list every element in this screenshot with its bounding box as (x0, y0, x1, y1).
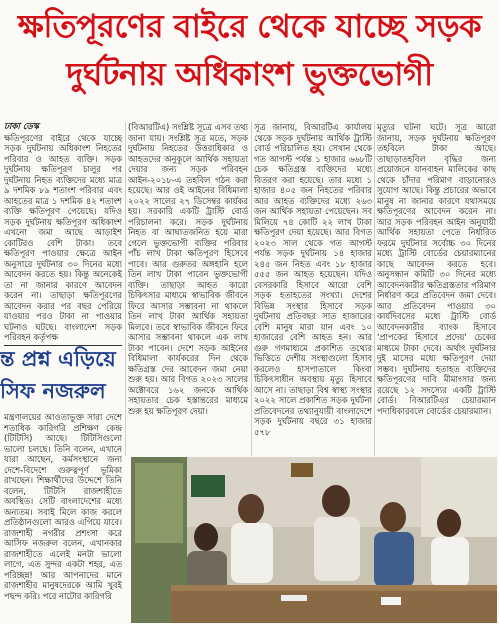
headline-line-1: ক্ষতিপূরণের বাইরে থেকে যাচ্ছে সড়ক (17, 7, 482, 45)
article-text-1: ক্ষতিপূরণের বাইরে থেকে যাচ্ছে সড়ক দুর্ঘটনায় অধিকাংশ নিহতের পরিবার ও আহত ব্যক্তি। সড়ক দুর্ঘটনায় ক্ষতিপূরণ চালুর পর দুর্ঘটনায় নিহত ব্যক্তিদের মধ্যে মাত্র ৯ দশমিক ৮৯ শতাংশ পরিবার এবং আহতের মাত্র ১ দশমিক ৪২ শতাংশ ব্যক্তি ক্ষতিপূরণ পেয়েছে। যদিও সড়ক দুর্ঘটনায় ক্ষতিপূরণ অধিকাংশ এখনো জমা আছে আড়াইশ কোটিরও বেশি টাকা। তবে ক্ষতিপূরণ পাওয়ার ক্ষেত্রে আইন অনুসারে দুর্ঘটনার ৩০ দিনের মধ্যে আবেদন করতে হয়। কিন্তু অনেকেই তা না জানার কারণে আবেদন করেন না। তাছাড়া ক্ষতিপূরণের আবেদন করার পর বছর পেরিয়ে যাওয়ার পরও টাকা না পাওয়ার ঘটনাও ঘটছে। বাংলাদেশ সড়ক পরিবহন কর্তৃপক্ষ (4, 132, 122, 342)
news-photo (131, 457, 497, 623)
meeting-photo-illustration (131, 457, 497, 623)
article-column-2 (128, 122, 248, 456)
dateline: ঢাকা ডেস্ক (4, 122, 39, 132)
side-headline-1: ন্ত প্রশ্ন এড়িয়ে (0, 347, 116, 371)
article-column-3 (254, 122, 372, 456)
article-text-4: মৃত্যুর ঘটনা ঘটে। সূত্র আরো জানায়, সড়ক দুর্ঘটনায় ক্ষতিপূরণ তহবিলে টাকা আছে। তাছাড়াতহবিল বৃদ্ধির জন্য প্রয়োজনে যানবাহন মালিকের কাছ থেকে চাঁদার পরিমাণ বাড়ানোরও সুযোগ আছে। কিন্তু প্রচারের অভাবে মানুষ না জানার কারণে যথাসময়ে ক্ষতিপূরণের আবেদন করেন না। আর সড়ক পরিবহন আইন অনুযায়ী আর্থিক সহায়তা পেতে নির্ধারিত ফরমে দুর্ঘটনার সর্বোচ্চ ৩০ দিনের মধ্যে ট্রাস্টি বোর্ডের চেয়ারম্যানের কাছে আবেদন করতে হবে। অনুসন্ধান কমিটি ৩০ দিনের মধ্যে আবেদনকারীর ক্ষতিগ্রস্ততার পরিমাণ নির্ধারণ করে প্রতিবেদন জমা দেবে। আর প্রতিবেদন পাওয়ার ৩০ কার্যদিবসের মধ্যে ট্রাস্টি বোর্ড আবেদনকারীর ব্যাংক হিসাবে 'প্রাপকের হিসাবে প্রদেয়' চেকের মাধ্যমে টাকা দেবে। অর্থাৎ দুর্ঘটনার দুই মাসের মধ্যে ক্ষতিপূরণ দেয়া সম্ভব। দুর্ঘটনায় হতাহত ব্যক্তিদের ক্ষতিপূরণের দাবি মীমাংসার জন্য রয়েছে ১২ সদস্যের একটি ট্রাস্টি বোর্ড। বিআরটিএর চেয়ারম্যান পদাধিকারবলে বোর্ডের চেয়ারম্যান। (377, 122, 496, 416)
headline-line-2: দুর্ঘটনায় অধিকাংশ ভুক্তভোগী (66, 55, 433, 93)
article-column-4 (377, 122, 496, 456)
column-divider (374, 122, 375, 456)
article-text-2: (বিআরটিএ) সংশ্লিষ্ট সূত্রে এসব তথ্য জানা যায়। সংশ্লিষ্ট সূত্র মতে, সড়ক দুর্ঘটনায় নিহতের উত্তরাধিকার ও আহতদের অনুকূলে আর্থিক সহায়তা দেয়ার জন্য সড়ক পরিবহন আইন-২০১৮-এ তহবিল গঠন করা হয়েছে। আর ওই আইনের বিধিমালা ২০২২ সালের ২৭ ডিসেম্বর কার্যকর হয়। সরকারি একটি ট্রাস্টি বোর্ড পরিচালনা করে। সড়ক দুর্ঘটনায় নিহত বা আঘাতজনিত হয়ে মারা গেলে ভুক্তভোগী ব্যক্তির পরিবার পাঁচ লাখ টাকা ক্ষতিপূরণ হিসেবে পাবে। আর গুরুতর অঙ্গহানি হলে তিন লাখ টাকা পাবেন ভুক্তভোগী ব্যক্তি। তাছাড়া আহত কারো চিকিৎসার মাধ্যমে স্বাভাবিক জীবনে ফিরে আসার সম্ভাবনা না থাকলে তিন লাখ টাকা আর্থিক সহায়তা মিলবে। তবে স্বাভাবিক জীবনে ফিরে আসার সম্ভাবনা থাকলে এক লাখ টাকা পাবেন। দেশে সড়ক আইনের বিধিমালা কার্যকরের দিন থেকে ক্ষতিগ্রস্ত দের আবেদন জমা নেয়া শুরু হয়। আর বিগত ২০২৩ সালের অক্টোবরে ১৬২ জনকে আর্থিক সহায়তার চেক হস্তান্তরের মাধ্যমে শুরু হয় ক্ষতিপূরণ দেয়া। (128, 122, 248, 416)
article-text-3: সূত্র জানায়, বিআরটিএ কার্যালয় থেকে সড়ক দুর্ঘটনায় আর্থিক ট্রাস্টি বোর্ড পরিচালিত হয়। সেখান থেকে গত আগস্ট পর্যন্ত ১ হাজার ৬৬৮টি চেক ক্ষতিগ্রস্ত ব্যক্তিদের মধ্যে বিতরণ করা হয়েছে। তার মধ্যে ১ হাজার ৪০৫ জন নিহতের পরিবার আর আহত ব্যক্তিদের মধ্যে ২৬৩ জন আর্থিক সহায়তা পেয়েছেন। সব মিলিয়ে ৭৪ কোটি ২২ লাখ টাকা ক্ষতিপূরণ দেয়া হয়েছে। আর বিগত ২০২৩ সাল থেকে গত আগস্ট পর্যন্ত সড়ক দুর্ঘটনায় ১৪ হাজার ২৪৫ জন নিহত এবং ১৮ হাজার ৫৫৫ জন আহত হয়েছেন। যদিও বেসরকারি হিসাবে আরো বেশি সড়ক হতাহতের সংখ্যা। দেশের বিভিন্ন সংস্থার হিসাবে সড়ক দুর্ঘটনায় প্রতিবছর সাত হাজারের বেশি মানুষ মারা যান এবং ১০ হাজারের বেশি আহত হন। আর গুরু গণমাধ্যমে প্রকাশিত তথ্যের ভিত্তিতে দেশীয় সংস্থাগুলো হিসাব করলেও হাসপাতালে কিংবা চিকিৎসাধীন অবস্থায় মৃত্যু হিসাবে আসে না। তাছাড়া বিশ্ব স্বাস্থ্য সংস্থার ২০২২ সালে প্রকাশিত সড়ক দুর্ঘটনা প্রতিবেদনের তথ্যানুযায়ী বাংলাদেশে সড়ক দুর্ঘটনায় বছরে ৩১ হাজার ৫৭৮ (254, 122, 372, 437)
side-story-text: মন্ত্রণালয়ের আওতাভুক্ত সারা দেশে শতাধিক কারিগরি প্রশিক্ষণ কেন্দ্র (টিটিসি) আছে। টিটিসিগুলো ভালো চলছে। তিনি বলেন, এখানে যারা আছেন, কর্মসংস্থানে জন্য দেশে-বিদেশে গুরুত্বপূর্ণ ভূমিকা রাখছেন। শিক্ষার্থীদের উদ্দেশে তিনি বলেন, টিটিসি রাজশাহীতে অবস্থিত। সেটি বাংলাদেশের মধ্যে অন্যতম। সবাই মিলে কাজ করলে প্রতিষ্ঠানগুলো আরও এগিয়ে যাবে। রাজশাহী নগরীর প্রশংসা করে আসিফ নজরুল বলেন, এখানকার রাজশাহীতে এলেই মনটা ভালো লাগে, এত সুন্দর একটা শহর, এত পরিচ্ছন্ন! আর আপনাদের মানে রাজশাহীর মানুষদেরকে আমি খুবই পছন্দ করি। পরে নাটোর কারিগরি (4, 412, 122, 601)
headline (0, 0, 499, 98)
column-divider (251, 122, 252, 456)
column-divider (125, 122, 126, 456)
side-headline-2: সিফ নজরুল (0, 379, 106, 403)
